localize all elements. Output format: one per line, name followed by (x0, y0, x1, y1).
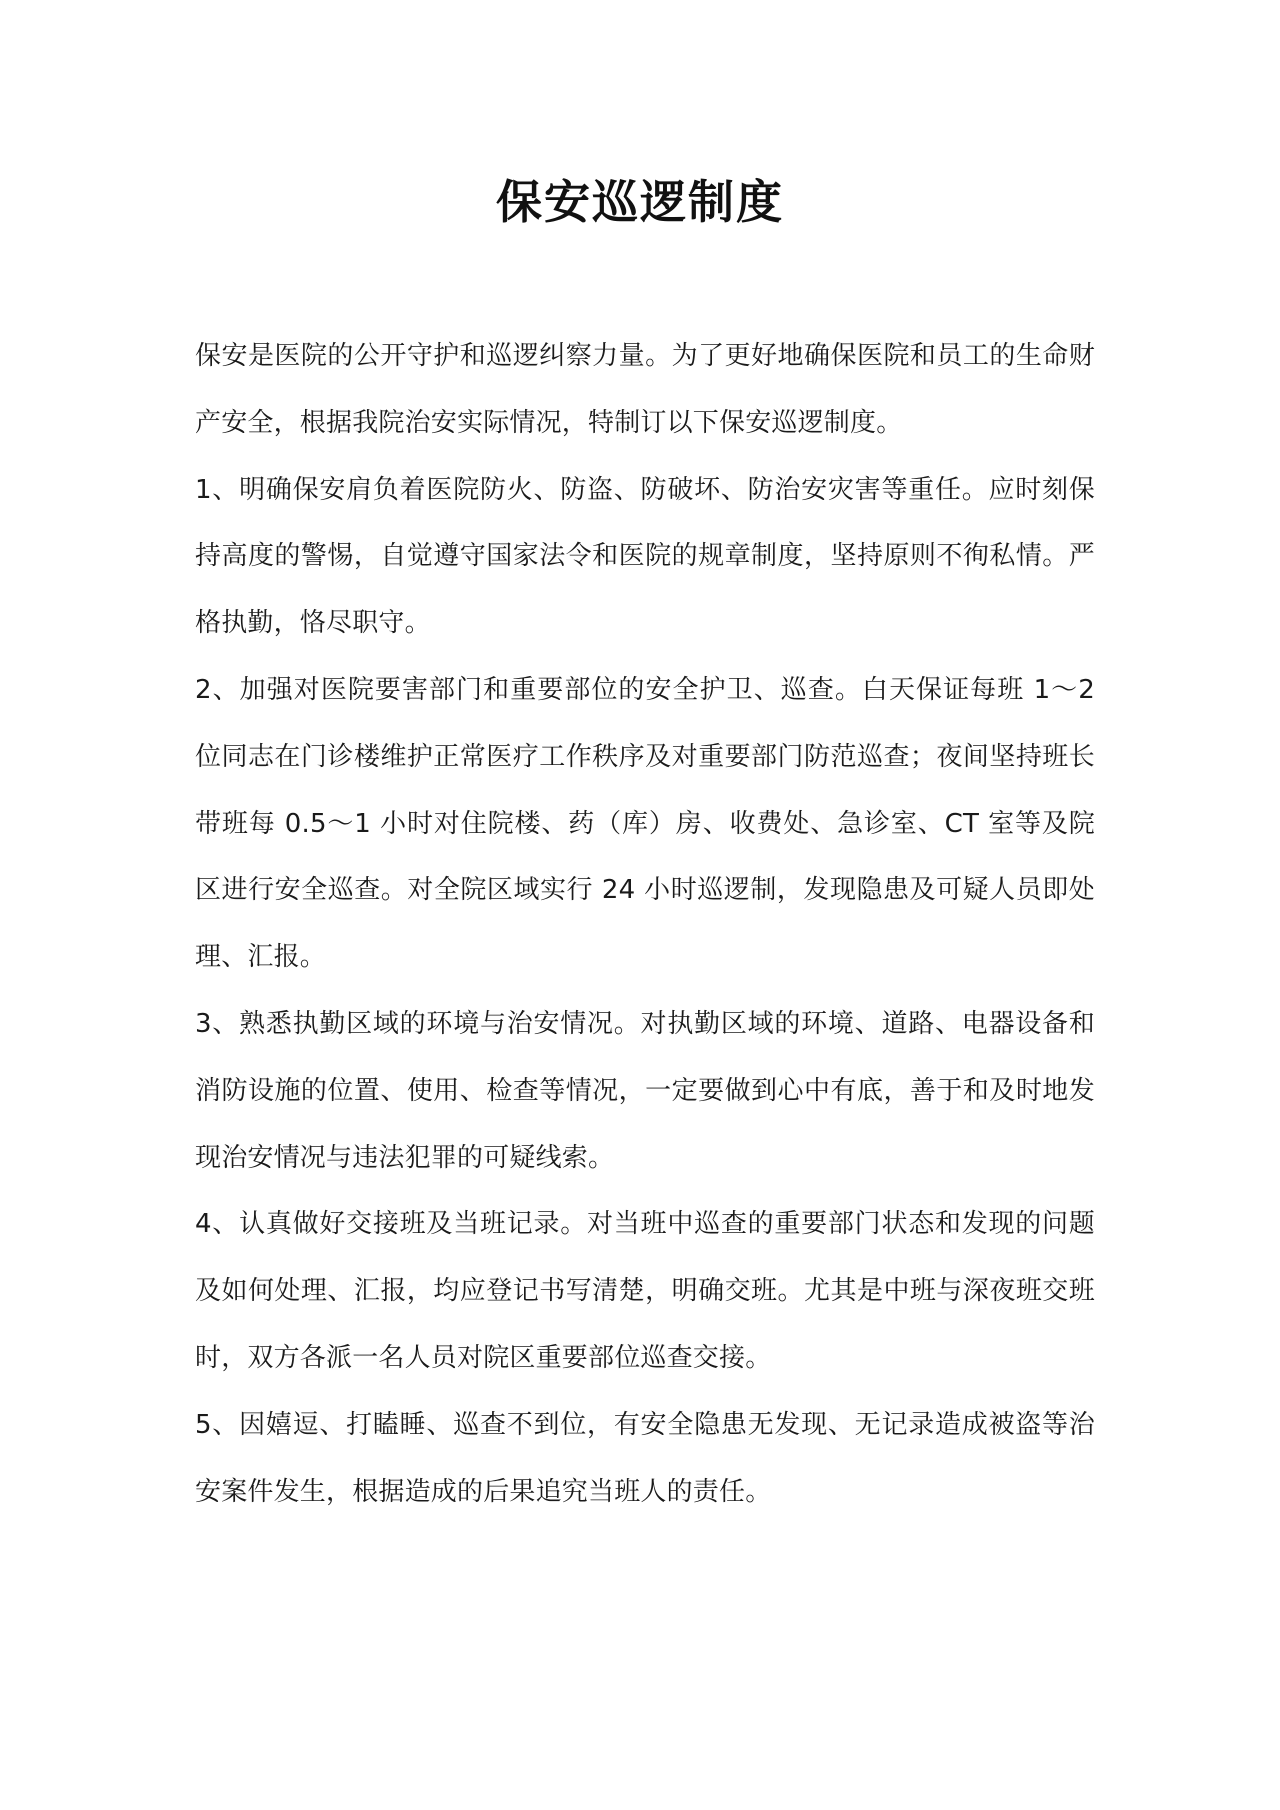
rule-paragraph-2: 2、加强对医院要害部门和重要部位的安全护卫、巡查。白天保证每班 1～2 位同志在门诊楼维护正常医疗工作秩序及对重要部门防范巡查；夜间坚持班长带班每 0.5～1 小时对住院楼、药（库）房、收费处、急诊室、CT 室等及院区进行安全巡查。对全院区域实行 24 小时巡逻制，发现隐患及可疑人员即处理、汇报。 (195, 674, 1095, 973)
rule-paragraph-5: 5、因嬉逗、打瞌睡、巡查不到位，有安全隐患无发现、无记录造成被盗等治安案件发生，根据造成的后果追究当班人的责任。 (195, 1409, 1095, 1507)
rule-paragraph-4: 4、认真做好交接班及当班记录。对当班中巡查的重要部门状态和发现的问题及如何处理、汇报，均应登记书写清楚，明确交班。尤其是中班与深夜班交班时，双方各派一名人员对院区重要部位巡查交接。 (195, 1209, 1095, 1373)
rule-paragraph-1: 1、明确保安肩负着医院防火、防盗、防破坏、防治安灾害等重任。应时刻保持高度的警惕，自觉遵守国家法令和医院的规章制度，坚持原则不徇私情。严格执勤，恪尽职守。 (195, 474, 1095, 639)
document-title: 保安巡逻制度 (496, 175, 784, 229)
intro-paragraph: 保安是医院的公开守护和巡逻纠察力量。为了更好地确保医院和员工的生命财产安全，根据我院治安实际情况，特制订以下保安巡逻制度。 (195, 341, 1095, 438)
document-body (195, 323, 1095, 1525)
rule-paragraph-3: 3、熟悉执勤区域的环境与治安情况。对执勤区域的环境、道路、电器设备和消防设施的位置、使用、检查等情况，一定要做到心中有底，善于和及时地发现治安情况与违法犯罪的可疑线索。 (195, 1008, 1095, 1173)
